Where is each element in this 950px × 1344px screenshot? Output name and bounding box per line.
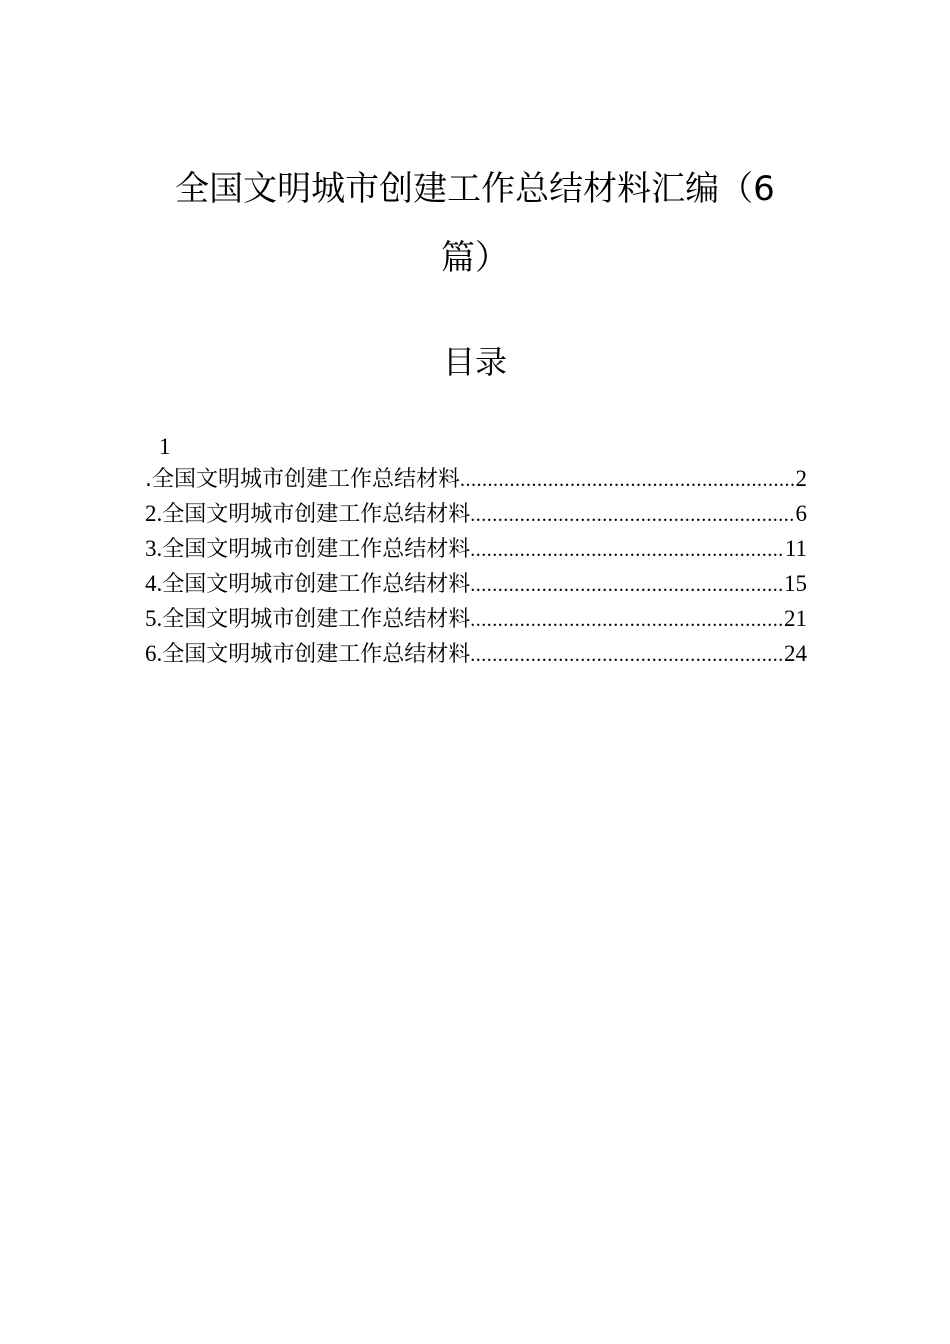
toc-entry-5[interactable] xyxy=(145,602,807,637)
toc-leader-dots xyxy=(470,603,782,637)
toc-entry-4[interactable] xyxy=(145,567,807,602)
toc-entry-page: 6 xyxy=(795,501,807,526)
toc-entry-label: 全国文明城市创建工作总结材料 xyxy=(162,607,471,632)
toc-entry-label: .全国文明城市创建工作总结材料 xyxy=(145,467,460,492)
toc-entry-6[interactable] xyxy=(145,637,807,672)
toc-heading: 目录 xyxy=(442,343,507,381)
toc-leader-dots xyxy=(470,533,783,567)
toc-entry-label: 全国文明城市创建工作总结材料 xyxy=(162,502,471,527)
toc-entry-page: 21 xyxy=(784,606,807,631)
toc-entry-number: 3. xyxy=(145,536,163,561)
toc-entry-1[interactable] xyxy=(145,462,807,497)
toc-entry-number: 6. xyxy=(145,641,163,666)
toc-entry-1-number: 1 xyxy=(159,434,171,459)
toc-entry-2[interactable] xyxy=(145,497,807,532)
toc-entry-number: 2. xyxy=(145,501,163,526)
toc-leader-dots xyxy=(460,463,794,497)
toc-entry-label: 全国文明城市创建工作总结材料 xyxy=(162,572,471,597)
toc-leader-dots xyxy=(470,568,782,602)
document-title-line-1: 全国文明城市创建工作总结材料汇编（6 xyxy=(175,169,775,209)
toc-entry-page: 2 xyxy=(795,466,807,491)
table-of-contents xyxy=(145,432,807,672)
toc-entry-page: 11 xyxy=(784,536,807,561)
toc-entry-label: 全国文明城市创建工作总结材料 xyxy=(162,537,471,562)
toc-entry-number: 4. xyxy=(145,571,163,596)
toc-entry-page: 15 xyxy=(784,571,807,596)
document-title-line-2: 篇） xyxy=(441,238,509,278)
toc-entry-label: 全国文明城市创建工作总结材料 xyxy=(162,642,471,667)
toc-entry-page: 24 xyxy=(784,641,807,666)
toc-leader-dots xyxy=(470,638,782,672)
toc-leader-dots xyxy=(470,498,793,532)
toc-entry-3[interactable] xyxy=(145,532,807,567)
toc-entry-number: 5. xyxy=(145,606,163,631)
